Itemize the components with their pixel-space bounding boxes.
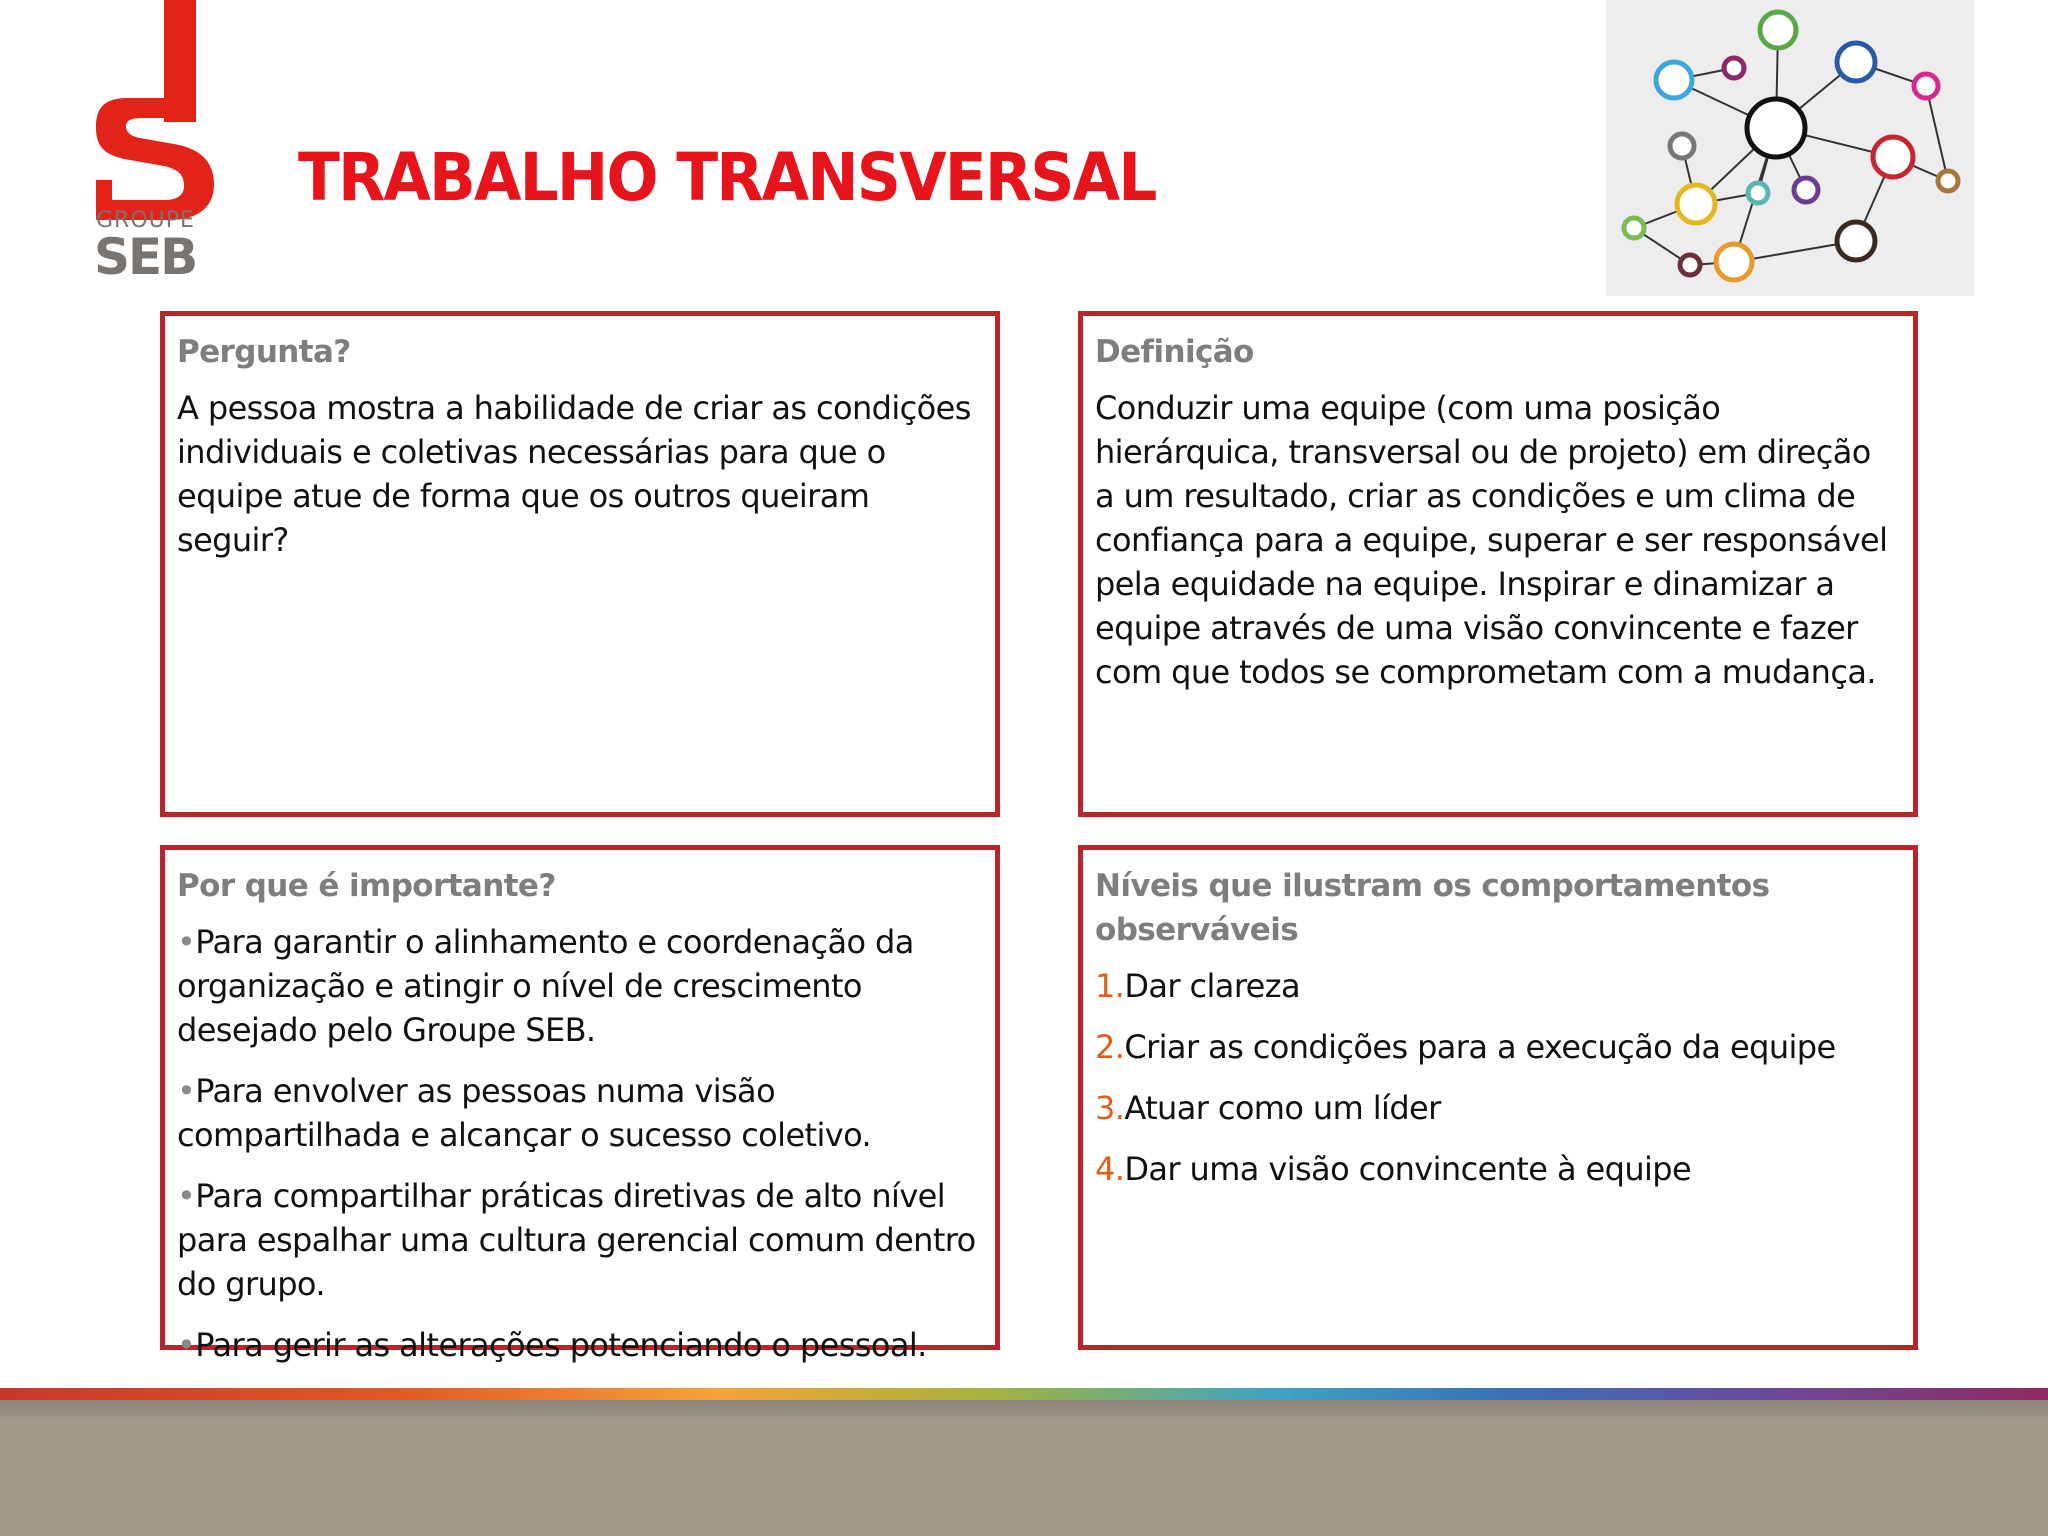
importance-item: [177, 1174, 979, 1306]
logo-text-seb: SEB: [94, 228, 197, 286]
importance-item-text: Para gerir as alterações potenciando o pessoal.: [195, 1326, 927, 1364]
importance-item: [177, 1323, 979, 1367]
level-number: 3.: [1095, 1089, 1125, 1127]
level-number: 2.: [1095, 1028, 1125, 1066]
definition-box: [1078, 311, 1918, 817]
bullet-icon: •: [177, 1326, 196, 1364]
question-text: A pessoa mostra a habilidade de criar as condições individuais e coletivas necessárias para que o equipe atue de forma que os outros queiram seguir?: [177, 389, 971, 559]
groupe-seb-logo: [90, 0, 220, 290]
level-text: Dar uma visão convincente à equipe: [1124, 1150, 1692, 1188]
footer-bar: [0, 1400, 2048, 1536]
question-box: [160, 311, 1000, 817]
page-title: TRABALHO TRANSVERSAL: [298, 139, 1156, 216]
level-text: Dar clareza: [1124, 967, 1300, 1005]
level-item: [1095, 1025, 1897, 1069]
importance-item-text: Para compartilhar práticas diretivas de alto nível para espalhar uma cultura gerencial comum dentro do grupo.: [177, 1177, 976, 1303]
level-number: 1.: [1095, 967, 1125, 1005]
levels-box: [1078, 845, 1918, 1350]
level-item: [1095, 1147, 1897, 1191]
level-number: 4.: [1095, 1150, 1125, 1188]
importance-heading: Por que é importante?: [177, 868, 556, 904]
footer-color-stripe: [0, 1388, 2048, 1400]
level-text: Atuar como um líder: [1124, 1089, 1441, 1127]
definition-text: Conduzir uma equipe (com uma posição hierárquica, transversal ou de projeto) em direção a um resultado, criar as condições e um clima de confiança para a equipe, superar e ser responsável pela equidade na equipe. Inspirar e dinamizar a equipe através de uma visão convincente e fazer com que todos se comprometam com a mudança.: [1095, 389, 1888, 691]
bullet-icon: •: [177, 1177, 196, 1215]
level-item: [1095, 1086, 1897, 1130]
levels-heading: Níveis que ilustram os comportamentos observáveis: [1095, 868, 1770, 948]
importance-item-text: Para envolver as pessoas numa visão compartilhada e alcançar o sucesso coletivo.: [177, 1072, 872, 1154]
people-network-icon: [1606, 0, 1974, 296]
bullet-icon: •: [177, 1072, 196, 1110]
importance-item: [177, 920, 979, 1052]
importance-item-text: Para garantir o alinhamento e coordenação da organização e atingir o nível de crescimento desejado pelo Groupe SEB.: [177, 923, 914, 1049]
level-text: Criar as condições para a execução da equipe: [1124, 1028, 1836, 1066]
people-network-image: [1606, 0, 1974, 296]
level-item: [1095, 964, 1897, 1008]
bullet-icon: •: [177, 923, 196, 961]
definition-heading: Definição: [1095, 334, 1254, 370]
logo-text-groupe: GROUPE: [96, 208, 195, 233]
importance-box: [160, 845, 1000, 1364]
question-heading: Pergunta?: [177, 334, 351, 370]
importance-item: [177, 1069, 979, 1157]
